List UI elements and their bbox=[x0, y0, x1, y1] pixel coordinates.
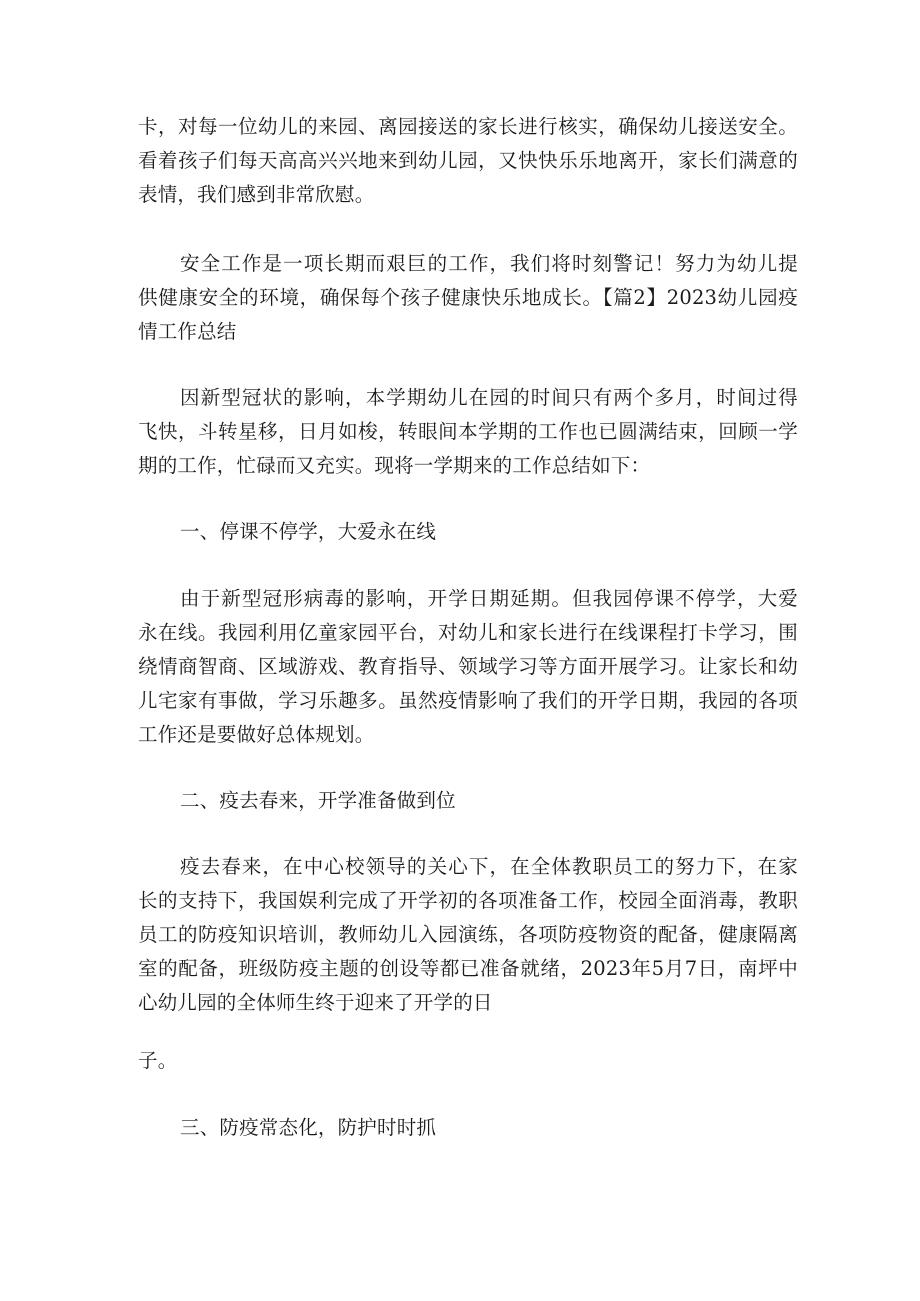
text-line: 情工作总结 bbox=[138, 320, 237, 343]
text-line: 永在线。我园利用亿童家园平台，对幼儿和家长进行在线课程打卡学习，围 bbox=[138, 621, 798, 644]
text-line: 员工的防疫知识培训，教师幼儿入园演练，各项防疫物资的配备，健康隔离 bbox=[138, 923, 798, 946]
section-heading: 二、疫去春来，开学准备做到位 bbox=[180, 789, 456, 812]
text-line: 室的配备，班级防疫主题的创设等都已准备就绪，2023年5月7日，南坪中 bbox=[138, 957, 798, 980]
text-line: 子。 bbox=[138, 1049, 178, 1072]
text-line: 儿宅家有事做，学习乐趣多。虽然疫情影响了我们的开学日期，我园的各项 bbox=[138, 689, 798, 712]
section-heading: 一、停课不停学，大爱永在线 bbox=[180, 520, 437, 543]
text-line: 绕情商智商、区域游戏、教育指导、领域学习等方面开展学习。让家长和幼 bbox=[138, 655, 798, 678]
text-line: 由于新型冠形病毒的影响，开学日期延期。但我园停课不停学，大爱 bbox=[180, 587, 798, 610]
text-line: 期的工作，忙碌而又充实。现将一学期来的工作总结如下： bbox=[138, 454, 651, 477]
text-line: 安全工作是一项长期而艰巨的工作，我们将时刻警记！努力为幼儿提 bbox=[180, 252, 798, 275]
text-line: 供健康安全的环境，确保每个孩子健康快乐地成长。【篇2】2023幼儿园疫 bbox=[138, 286, 798, 309]
text-line: 表情，我们感到非常欣慰。 bbox=[138, 183, 375, 206]
section-heading: 三、防疫常态化，防护时时抓 bbox=[180, 1116, 437, 1139]
text-line: 卡，对每一位幼儿的来园、离园接送的家长进行核实，确保幼儿接送安全。 bbox=[138, 115, 798, 138]
text-line: 心幼儿园的全体师生终于迎来了开学的日 bbox=[138, 991, 493, 1014]
text-line: 因新型冠状的影响，本学期幼儿在园的时间只有两个多月，时间过得 bbox=[180, 386, 798, 409]
text-line: 看着孩子们每天高高兴兴地来到幼儿园，又快快乐乐地离开，家长们满意的 bbox=[138, 149, 798, 172]
text-line: 飞快，斗转星移，日月如梭，转眼间本学期的工作也已圆满结束，回顾一学 bbox=[138, 420, 798, 443]
text-line: 工作还是要做好总体规划。 bbox=[138, 723, 375, 746]
text-line: 疫去春来，在中心校领导的关心下，在全体教职员工的努力下，在家 bbox=[180, 855, 798, 878]
text-line: 长的支持下，我国娱利完成了开学初的各项准备工作，校园全面消毒，教职 bbox=[138, 889, 798, 912]
